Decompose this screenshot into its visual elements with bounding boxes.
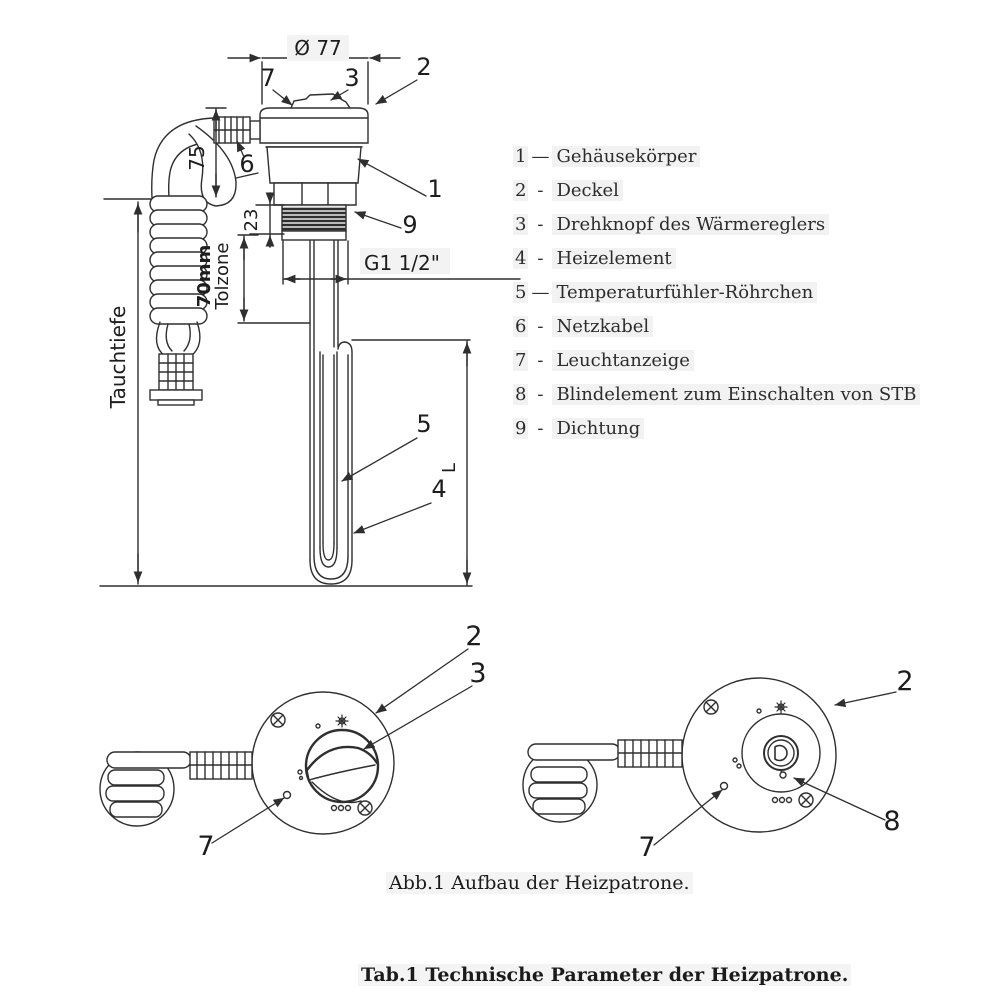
heating-tube <box>310 239 352 584</box>
dim-diameter-text: Ø 77 <box>294 36 342 60</box>
figure-caption <box>386 872 693 894</box>
legend-item-3 <box>513 214 920 248</box>
legend-label: Temperaturfühler-Röhrchen <box>552 282 817 303</box>
dim-thread-size <box>283 241 520 284</box>
dim-diameter <box>228 35 400 104</box>
dim-head-height-text: 75 <box>185 145 209 171</box>
cable-gland <box>214 117 250 143</box>
sun-icon <box>336 715 348 727</box>
callout-6: 6 <box>239 150 255 178</box>
legend-separator: — <box>531 146 550 167</box>
callout-5: 5 <box>416 410 432 438</box>
dim-thread-length-text: 23 <box>241 208 262 232</box>
legend-number: 6 <box>515 316 527 337</box>
callout-7: 7 <box>260 64 276 92</box>
callout-2: 2 <box>896 666 914 697</box>
legend-label: Drehknopf des Wärmereglers <box>552 214 829 235</box>
main-drawing <box>100 35 520 586</box>
legend-separator: - <box>537 418 544 439</box>
legend-item-9 <box>513 418 920 452</box>
legend-item-6 <box>513 316 920 350</box>
legend-label: Blindelement zum Einschalten von STB <box>552 384 920 405</box>
legend-number: 4 <box>515 248 527 269</box>
legend-separator: — <box>531 282 550 303</box>
legend-number: 7 <box>515 350 527 371</box>
legend-number: 2 <box>515 180 527 201</box>
bottom-right-view <box>523 666 914 863</box>
legend-separator: - <box>537 316 544 337</box>
thread-seal <box>282 205 346 240</box>
heater-head <box>214 94 368 240</box>
legend-item-4 <box>513 248 920 282</box>
dim-element-length <box>439 341 467 585</box>
cap-body <box>260 108 368 143</box>
callout-2: 2 <box>465 621 483 652</box>
callout-3: 3 <box>344 64 360 92</box>
legend-item-5 <box>513 282 920 316</box>
cable-and-plug <box>100 752 252 826</box>
dim-element-length-text: L <box>439 462 460 474</box>
legend-number: 1 <box>515 146 527 167</box>
legend-number: 3 <box>515 214 527 235</box>
sensor-tube <box>320 352 337 567</box>
figure-caption-text: Abb.1 Aufbau der Heizpatrone. <box>386 872 693 894</box>
sun-icon <box>775 701 787 713</box>
legend-item-7 <box>513 350 920 384</box>
dim-tolerance-value-text: 70mm <box>194 244 215 308</box>
cover-face <box>252 692 394 834</box>
callout-9: 9 <box>402 211 418 239</box>
dim-tolerance-zone <box>194 235 258 321</box>
knob-profile <box>291 94 350 108</box>
callout-8: 8 <box>883 806 901 837</box>
legend-number: 8 <box>515 384 527 405</box>
bottom-left-view <box>100 621 487 862</box>
callout-4: 4 <box>431 475 447 503</box>
legend-item-1 <box>513 146 920 180</box>
power-plug <box>150 354 202 405</box>
callout-7: 7 <box>638 832 656 863</box>
legend-separator: - <box>537 180 544 201</box>
dim-tolerance-label-text: Tolzone <box>212 242 233 310</box>
stb-pin <box>780 772 786 778</box>
callout-7: 7 <box>197 831 215 862</box>
parts-legend <box>513 146 920 452</box>
table-caption <box>358 964 851 986</box>
gland-connector <box>250 121 260 139</box>
table-caption-text: Tab.1 Technische Parameter der Heizpatrone. <box>358 964 851 986</box>
legend-item-2 <box>513 180 920 214</box>
legend-label: Deckel <box>552 180 622 201</box>
cable-and-plug <box>523 740 682 822</box>
legend-number: 5 <box>515 282 527 303</box>
cover-face <box>682 678 836 832</box>
housing-body <box>267 147 361 183</box>
callout-2: 2 <box>416 53 432 81</box>
legend-separator: - <box>537 384 544 405</box>
legend-label: Gehäusekörper <box>552 146 700 167</box>
dim-immersion-depth <box>106 202 138 584</box>
callout-3: 3 <box>469 658 487 689</box>
hex-nut <box>274 183 356 205</box>
legend-label: Heizelement <box>552 248 675 269</box>
legend-separator: - <box>537 248 544 269</box>
legend-separator: - <box>537 350 544 371</box>
legend-item-8 <box>513 384 920 418</box>
legend-label: Netzkabel <box>552 316 653 337</box>
legend-number: 9 <box>515 418 527 439</box>
legend-label: Dichtung <box>552 418 644 439</box>
legend-separator: - <box>537 214 544 235</box>
callout-1: 1 <box>427 175 443 203</box>
dim-thread-size-text: G1 1/2" <box>364 251 440 275</box>
dim-immersion-depth-text: Tauchtiefe <box>106 305 130 409</box>
legend-label: Leuchtanzeige <box>552 350 694 371</box>
